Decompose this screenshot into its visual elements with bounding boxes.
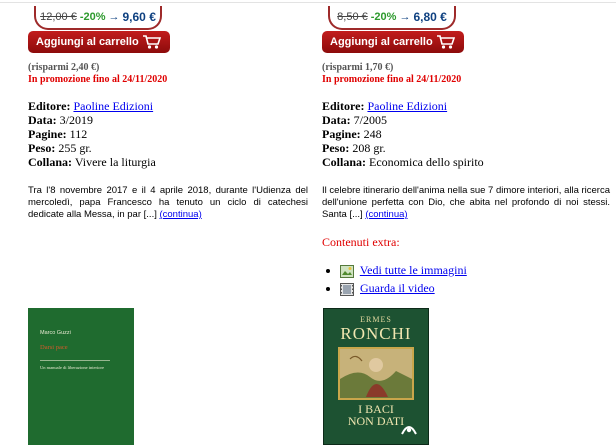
book-details	[322, 99, 610, 169]
continue-link[interactable]: (continua)	[365, 209, 408, 220]
book-description	[28, 185, 308, 221]
add-to-cart-label: Aggiungi al carrello	[330, 36, 433, 48]
date-label: Data:	[322, 113, 351, 127]
book-description	[322, 185, 610, 221]
savings-text: (risparmi 2,40 €)	[28, 62, 100, 73]
book-details	[28, 99, 308, 169]
image-gallery-icon	[340, 265, 354, 278]
price-box	[328, 6, 456, 30]
publisher-logo-icon	[400, 420, 418, 436]
list-item	[340, 262, 610, 278]
series-label: Collana:	[322, 155, 367, 169]
book-cover-i-baci-non-dati[interactable]	[323, 308, 429, 445]
pages-label: Pagine:	[322, 127, 361, 141]
continue-link[interactable]: (continua)	[159, 209, 202, 220]
illustration-painting	[340, 349, 412, 398]
add-to-cart-button[interactable]	[322, 31, 464, 53]
new-price: 6,80 €	[413, 10, 447, 24]
cover-author-surname: RONCHI	[340, 324, 412, 343]
book-cover-darsi-pace[interactable]	[28, 308, 134, 445]
weight-label: Peso:	[28, 141, 56, 155]
product-card-left	[28, 0, 308, 221]
shopping-cart-icon	[436, 34, 456, 50]
cover-title-line1: I BACI	[358, 402, 394, 416]
price-box	[34, 6, 162, 30]
extra-content-list	[322, 262, 610, 296]
pages-label: Pagine:	[28, 127, 67, 141]
cover-illustration	[338, 347, 414, 400]
cover-author-first: ERMES	[360, 315, 392, 324]
discount-percent: -20%	[370, 11, 397, 23]
savings-text: (risparmi 1,70 €)	[322, 62, 394, 73]
series-label: Collana:	[28, 155, 73, 169]
weight-label: Peso:	[322, 141, 350, 155]
view-all-images-link[interactable]: Vedi tutte le immagini	[359, 263, 467, 277]
cover-title: Darsi pace	[40, 344, 68, 351]
pages-value: 112	[69, 127, 88, 141]
list-item	[340, 280, 610, 296]
series-value: Economica dello spirito	[369, 155, 484, 169]
arrow-glyph: →	[108, 11, 120, 23]
cover-divider	[40, 360, 110, 361]
watch-video-link[interactable]: Guarda il video	[360, 281, 435, 295]
date-value: 3/2019	[59, 113, 94, 127]
weight-value: 208 gr.	[352, 141, 386, 155]
add-to-cart-label: Aggiungi al carrello	[36, 36, 139, 48]
add-to-cart-button[interactable]	[28, 31, 170, 53]
promo-text: In promozione fino al 24/11/2020	[28, 74, 168, 85]
cover-title-line2: NON DATI	[347, 414, 405, 428]
shopping-cart-icon	[142, 34, 162, 50]
old-price: 8,50 €	[337, 11, 368, 23]
weight-value: 255 gr.	[58, 141, 92, 155]
price-cart-widget	[28, 0, 170, 52]
old-price: 12,00 €	[40, 11, 77, 23]
cover-subtitle: Un manuale di liberazione interiore	[40, 365, 104, 370]
film-icon	[340, 283, 354, 296]
date-label: Data:	[28, 113, 57, 127]
editor-label: Editore:	[322, 99, 365, 113]
description-text: Tra l'8 novembre 2017 e il 4 aprile 2018, durante l'Udienza del mercoledì, papa Francesco ha tenuto un ciclo di catechesi dedicate alla Messa, in par [...]	[28, 185, 308, 220]
date-value: 7/2005	[353, 113, 388, 127]
price-cart-widget	[322, 0, 464, 52]
new-price: 9,60 €	[122, 10, 156, 24]
cover-author: Marco Guzzi	[40, 330, 71, 336]
editor-link[interactable]: Paoline Edizioni	[73, 99, 154, 113]
extra-content-heading: Contenuti extra:	[322, 235, 400, 249]
pages-value: 248	[363, 127, 382, 141]
description-text: Il celebre itinerario dell'anima nella sue 7 dimore interiori, alla ricerca dell'unione perfetta con Dio, che abita nel profondo di noi stessi. Santa [...]	[322, 185, 611, 220]
product-card-right	[322, 0, 610, 298]
arrow-glyph: →	[399, 11, 411, 23]
promo-text: In promozione fino al 24/11/2020	[322, 74, 462, 85]
discount-percent: -20%	[79, 11, 106, 23]
series-value: Vivere la liturgia	[74, 155, 156, 169]
editor-label: Editore:	[28, 99, 71, 113]
editor-link[interactable]: Paoline Edizioni	[367, 99, 448, 113]
